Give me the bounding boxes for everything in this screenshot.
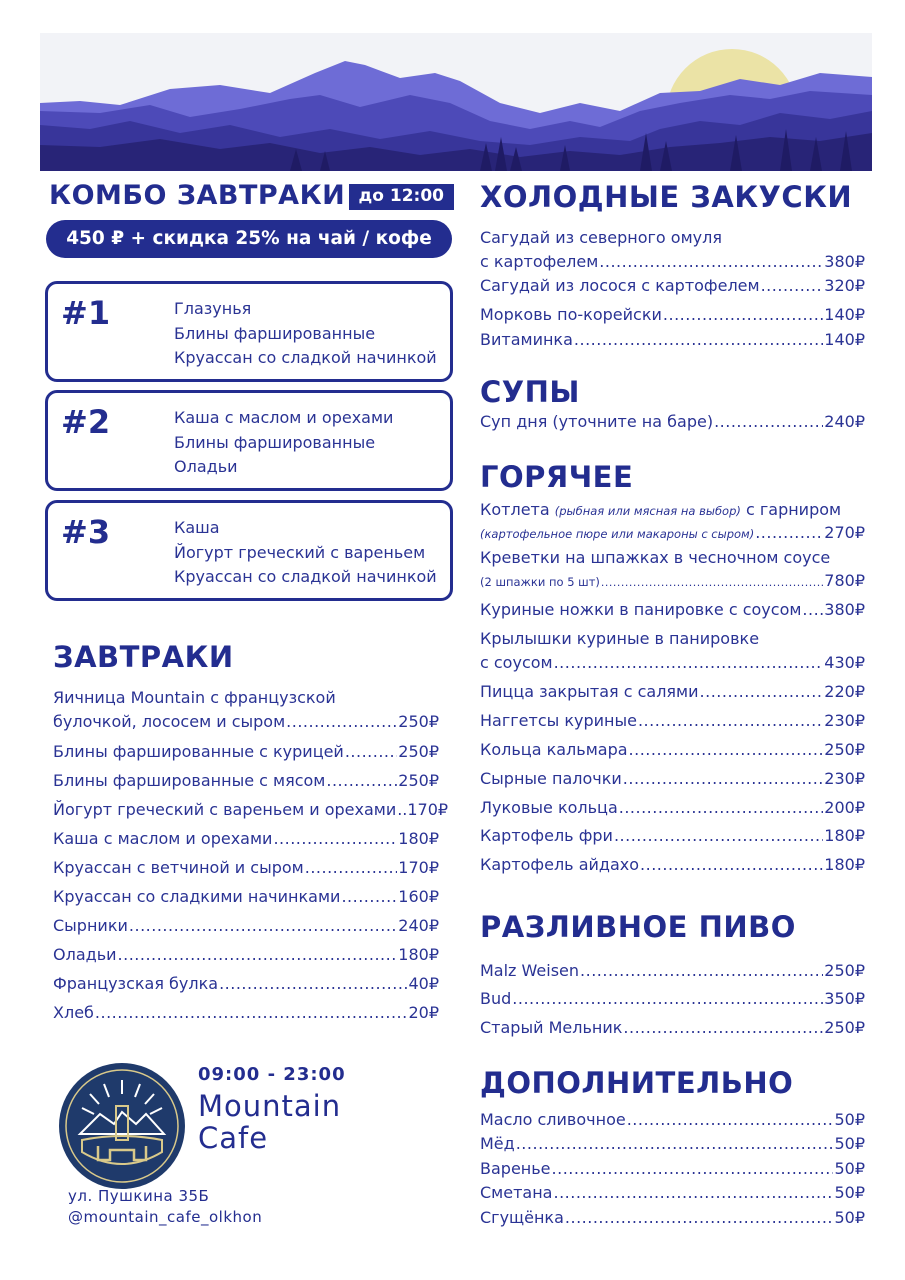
item-name: Французская булка [53,974,219,993]
item-price: 160₽ [398,887,439,906]
dot-leader [516,1134,834,1153]
menu-item [480,276,865,295]
item-price: 180₽ [398,829,439,848]
dot-leader [599,252,823,271]
item-name: Котлета [480,500,550,519]
dot-leader [629,740,824,759]
item-name: Malz Weisen [480,961,580,980]
combo-time-badge: до 12:00 [349,184,454,210]
dot-leader [397,800,401,819]
item-name: Суп дня (уточните на баре) [480,412,714,431]
item-price: 780₽ [824,571,865,590]
item-price: 200₽ [824,798,865,817]
item-price: 320₽ [824,276,865,295]
menu-item [480,711,865,730]
menu-item [53,858,439,877]
menu-item [53,688,439,731]
menu-item [480,1110,865,1129]
dot-leader [580,961,823,980]
item-note: (2 шпажки по 5 шт) [480,575,600,589]
item-name: Сырники [53,916,128,935]
dot-leader [802,600,823,619]
menu-item [53,829,439,848]
menu-item [480,961,865,980]
item-price: 180₽ [398,945,439,964]
combo-set-items [174,516,437,590]
item-price: 50₽ [834,1134,865,1153]
item-name: с соусом [480,653,553,672]
menu-item [480,1183,865,1202]
item-price: 250₽ [398,712,439,731]
item-name: Bud [480,989,512,1008]
item-price: 250₽ [824,740,865,759]
dot-leader [601,576,823,589]
dot-leader [663,305,823,324]
combo-item: Блины фаршированные [174,432,376,452]
menu-item [480,600,865,619]
item-name: Картофель фри [480,826,613,845]
dot-leader [512,989,823,1008]
item-price: 20₽ [408,1003,439,1022]
item-price: 170₽ [398,858,439,877]
item-price: 180₽ [824,826,865,845]
menu-item [480,798,865,817]
combo-set-number: #2 [61,403,111,441]
dot-leader [714,412,823,431]
menu-item-shrimp [480,548,865,590]
mountain-banner [40,33,872,171]
dot-leader [305,858,398,877]
opening-hours: 09:00 - 23:00 [198,1064,346,1085]
dot-leader [623,769,824,788]
item-name: Блины фаршированные с курицей [53,742,344,761]
menu-item [480,228,865,271]
dot-leader [755,523,823,542]
item-name: Варенье [480,1159,551,1178]
menu-item [53,800,449,819]
item-name: Сгущёнка [480,1208,564,1227]
cold-title: ХОЛОДНЫЕ ЗАКУСКИ [480,180,853,214]
dot-leader [565,1208,834,1227]
item-name: Креветки на шпажках в чесночном соусе [480,548,831,567]
menu-item [480,989,865,1008]
menu-item [53,887,439,906]
combo-set-3 [45,500,453,601]
combo-set-1 [45,281,453,382]
menu-item [53,771,439,790]
combo-set-items [174,406,393,480]
item-name: Витаминка [480,330,573,349]
dot-leader [286,712,397,731]
menu-item-cutlet [480,500,865,542]
item-price: 230₽ [824,769,865,788]
item-name: Морковь по-корейски [480,305,662,324]
dot-leader [640,855,823,874]
item-price: 230₽ [824,711,865,730]
mountain-illustration [40,33,872,171]
item-note: (картофельное пюре или макароны с сыром) [480,527,755,541]
hot-title: ГОРЯЧЕЕ [480,460,634,494]
item-name: Куриные ножки в панировке с соусом [480,600,802,619]
menu-item [53,742,439,761]
menu-item [480,740,865,759]
item-price: .170₽ [402,800,449,819]
dot-leader [619,798,824,817]
dot-leader [614,826,823,845]
item-name: Пицца закрытая с салями [480,682,699,701]
item-name: Йогурт греческий с вареньем и орехами [53,800,397,819]
item-name: Сырные палочки [480,769,622,788]
extra-title: ДОПОЛНИТЕЛЬНО [480,1066,794,1100]
item-name: Каша с маслом и орехами [53,829,273,848]
breakfast-title: ЗАВТРАКИ [53,640,234,674]
combo-item: Каша [174,518,220,537]
menu-item [53,916,439,935]
menu-item [480,682,865,701]
combo-price-pill: 450 ₽ + скидка 25% на чай / кофе [46,220,452,258]
combo-title: КОМБО ЗАВТРАКИ [49,180,346,211]
instagram-handle: @mountain_cafe_olkhon [68,1208,263,1226]
item-name-line1: Крылышки куриные в панировке [480,629,760,648]
address-block [68,1186,262,1228]
item-price: 350₽ [824,989,865,1008]
menu-item [480,1208,865,1227]
combo-item: Блины фаршированные [174,323,376,343]
item-price: 430₽ [824,653,865,672]
menu-item [480,305,865,324]
item-price: 50₽ [834,1208,865,1227]
menu-item [53,1003,439,1022]
menu-item [53,974,439,993]
dot-leader [552,1159,834,1178]
item-price: 140₽ [824,305,865,324]
dot-leader [341,887,397,906]
item-name: булочкой, лососем и сыром [53,712,286,731]
dot-leader [700,682,824,701]
combo-item: Йогурт греческий с вареньем [174,542,426,562]
item-price: 380₽ [824,252,865,271]
item-name: Сагудай из лосося с картофелем [480,276,760,295]
dot-leader [273,829,397,848]
soups-title: СУПЫ [480,375,580,409]
dot-leader [345,742,397,761]
combo-header [49,180,454,211]
item-name: Круассан с ветчиной и сыром [53,858,304,877]
item-price: 50₽ [834,1159,865,1178]
item-name: с картофелем [480,252,599,271]
item-price: 380₽ [824,600,865,619]
menu-item [480,1159,865,1178]
item-price: 50₽ [834,1110,865,1129]
dot-leader [95,1003,408,1022]
menu-item [480,769,865,788]
dot-leader [638,711,823,730]
brand-line1: Mountain [198,1089,342,1123]
dot-leader [553,1183,833,1202]
combo-set-items [174,297,437,371]
menu-item [480,629,865,672]
menu-item [480,826,865,845]
dot-leader [129,916,397,935]
item-name: Блины фаршированные с мясом [53,771,326,790]
combo-item: Глазунья [174,299,252,318]
item-name: Кольца кальмара [480,740,628,759]
item-price: 250₽ [398,742,439,761]
combo-item: Оладьи [174,457,238,476]
cafe-logo [58,1062,186,1190]
item-price: 50₽ [834,1183,865,1202]
menu-item [480,855,865,874]
item-name-suffix: с гарниром [745,500,842,519]
beer-title: РАЗЛИВНОЕ ПИВО [480,910,796,944]
combo-set-number: #1 [61,294,111,332]
item-name-line1: Яичница Mountain с французской [53,688,336,707]
brand-name [198,1090,341,1154]
menu-item [480,1134,865,1153]
item-name: Масло сливочное [480,1110,626,1129]
item-price: 140₽ [824,330,865,349]
item-price: 250₽ [824,1018,865,1037]
item-name: Круассан со сладкими начинками [53,887,341,906]
item-price: 270₽ [824,523,865,542]
item-name: Оладьи [53,945,117,964]
dot-leader [627,1110,834,1129]
item-name: Луковые кольца [480,798,618,817]
dot-leader [326,771,397,790]
dot-leader [761,276,824,295]
menu-item [480,330,865,349]
dot-leader [623,1018,823,1037]
menu-item [480,412,865,431]
combo-item: Круассан со сладкой начинкой [174,348,437,367]
dot-leader [219,974,407,993]
item-price: 40₽ [408,974,439,993]
item-name: Мёд [480,1134,515,1153]
item-price: 250₽ [824,961,865,980]
dot-leader [574,330,823,349]
item-price: 220₽ [824,682,865,701]
combo-item: Каша с маслом и орехами [174,408,394,427]
menu-item [53,945,439,964]
item-price: 240₽ [398,916,439,935]
dot-leader [554,653,824,672]
combo-set-number: #3 [61,513,111,551]
item-name: Картофель айдахо [480,855,640,874]
item-name: Сметана [480,1183,553,1202]
dot-leader [118,945,398,964]
address: ул. Пушкина 35Б [68,1187,210,1205]
menu-item [480,1018,865,1037]
item-name-line1: Сагудай из северного омуля [480,228,722,247]
item-price: 180₽ [824,855,865,874]
item-name: Наггетсы куриные [480,711,637,730]
brand-line2: Cafe [198,1121,269,1155]
item-name: Старый Мельник [480,1018,623,1037]
item-price: 240₽ [824,412,865,431]
item-note: (рыбная или мясная на выбор) [554,504,741,518]
combo-item: Круассан со сладкой начинкой [174,567,437,586]
item-name: Хлеб [53,1003,94,1022]
combo-set-2 [45,390,453,491]
item-price: 250₽ [398,771,439,790]
